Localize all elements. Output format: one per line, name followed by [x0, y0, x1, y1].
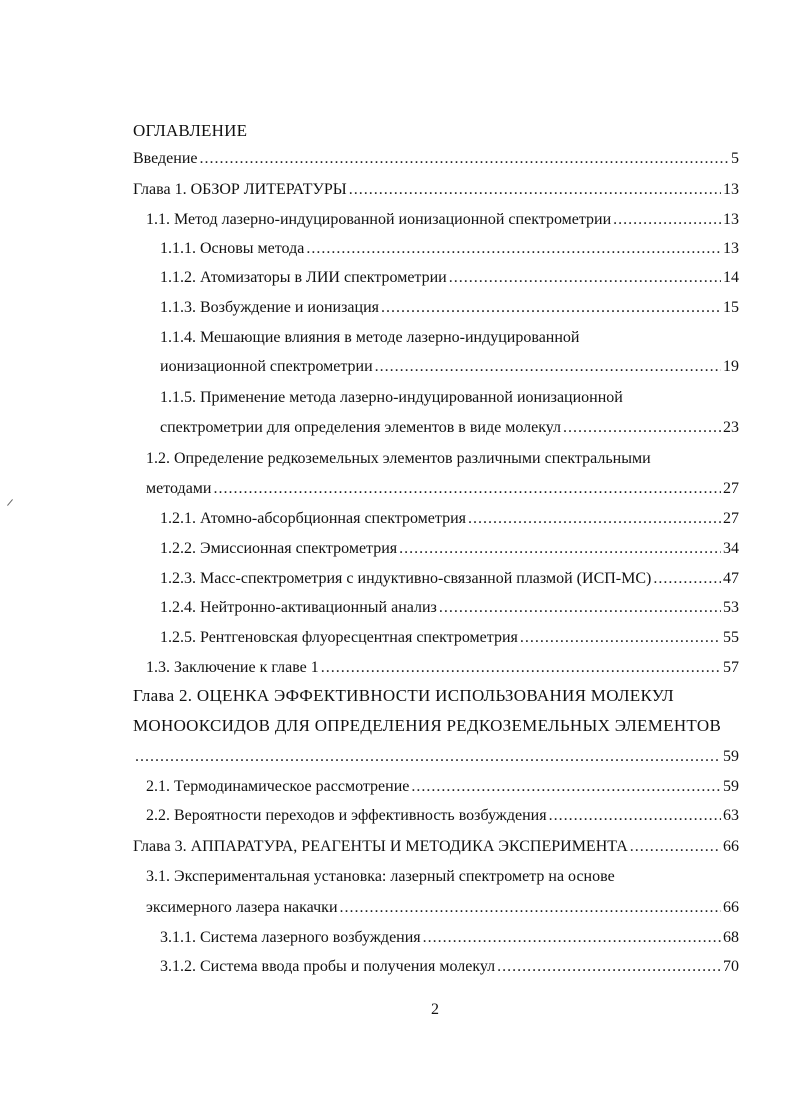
toc-entry-line: 3.1. Экспериментальная установка: лазерный спектрометр на основе — [146, 868, 615, 885]
entry-title: 1.2.4. Нейтронно-активационный анализ — [160, 599, 437, 616]
entry-title: 1.2.5. Рентгеновская флуоресцентная спектрометрия — [160, 629, 518, 646]
toc-entry — [146, 479, 739, 499]
toc-entry-line: 1.2. Определение редкоземельных элементов различными спектральными — [146, 450, 651, 467]
toc-entry — [160, 239, 739, 259]
toc-entry — [160, 268, 739, 288]
dot-leader — [549, 806, 721, 826]
dot-leader — [399, 539, 721, 559]
entry-page: 13 — [723, 181, 739, 198]
entry-title: Введение — [133, 150, 198, 167]
dot-leader — [381, 298, 721, 318]
entry-title: Глава 3. АППАРАТУРА, РЕАГЕНТЫ И МЕТОДИКА ЭКСПЕРИМЕНТА — [133, 838, 628, 855]
toc-entry-line: 1.1.5. Применение метода лазерно-индуцированной ионизационной — [160, 389, 623, 406]
toc-entry — [146, 210, 739, 230]
entry-page: 57 — [723, 659, 739, 676]
toc-entry-line: Глава 2. ОЦЕНКА ЭФФЕКТИВНОСТИ ИСПОЛЬЗОВАНИЯ МОЛЕКУЛ — [133, 686, 675, 705]
toc-entry — [133, 837, 739, 857]
dot-leader — [200, 149, 730, 169]
entry-title: 3.1.2. Система ввода пробы и получения молекул — [160, 958, 496, 975]
entry-page: 59 — [723, 748, 739, 765]
toc-entry — [133, 747, 739, 767]
dot-leader — [630, 837, 721, 857]
entry-page: 13 — [723, 211, 739, 228]
entry-title: 1.3. Заключение к главе 1 — [146, 659, 319, 676]
dot-leader — [468, 509, 721, 529]
dot-leader — [306, 239, 721, 259]
entry-title: ионизационной спектрометрии — [160, 358, 373, 375]
entry-page: 27 — [723, 480, 739, 497]
entry-title: эксимерного лазера накачки — [146, 899, 338, 916]
toc-entry — [160, 539, 739, 559]
entry-title: 1.2.1. Атомно-абсорбционная спектрометрия — [160, 510, 466, 527]
toc-entry — [160, 628, 739, 648]
toc-entry — [133, 180, 739, 200]
entry-title: 1.2.2. Эмиссионная спектрометрия — [160, 540, 398, 557]
entry-page: 15 — [723, 299, 739, 316]
dot-leader — [497, 957, 721, 977]
dot-leader — [439, 598, 721, 618]
toc-entry — [133, 149, 739, 169]
dot-leader — [375, 357, 721, 377]
entry-title: 1.1.1. Основы метода — [160, 240, 305, 257]
entry-page: 47 — [723, 570, 739, 587]
dot-leader — [321, 658, 721, 678]
entry-page: 70 — [723, 958, 739, 975]
dot-leader — [563, 418, 721, 438]
entry-title: 3.1.1. Система лазерного возбуждения — [160, 929, 421, 946]
entry-title: спектрометрии для определения элементов в виде молекул — [160, 419, 562, 436]
toc-entry — [146, 898, 739, 918]
dot-leader — [411, 777, 721, 797]
entry-title: методами — [146, 480, 212, 497]
dot-leader — [213, 479, 721, 499]
toc-entry — [160, 357, 739, 377]
toc-entry-line: 1.1.4. Мешающие влияния в методе лазерно-индуцированной — [160, 329, 580, 346]
toc-entry — [160, 928, 739, 948]
toc-entry — [146, 658, 739, 678]
entry-page: 14 — [723, 269, 739, 286]
dot-leader — [423, 928, 721, 948]
dot-leader — [653, 569, 721, 589]
toc-entry — [160, 957, 739, 977]
dot-leader — [135, 747, 721, 767]
entry-page: 27 — [723, 510, 739, 527]
entry-page: 68 — [723, 929, 739, 946]
dot-leader — [340, 898, 721, 918]
entry-page: 5 — [731, 150, 739, 167]
entry-page: 34 — [723, 540, 739, 557]
entry-page: 19 — [723, 358, 739, 375]
toc-entry — [146, 806, 739, 826]
entry-page: 59 — [723, 778, 739, 795]
entry-page: 63 — [723, 807, 739, 824]
page-number: 2 — [431, 1001, 439, 1018]
entry-page: 13 — [723, 240, 739, 257]
toc-entry — [146, 777, 739, 797]
entry-page: 66 — [723, 838, 739, 855]
toc-entry-line: МОНООКСИДОВ ДЛЯ ОПРЕДЕЛЕНИЯ РЕДКОЗЕМЕЛЬНЫХ ЭЛЕМЕНТОВ — [133, 716, 722, 735]
toc-entry — [160, 598, 739, 618]
dot-leader — [449, 268, 721, 288]
dot-leader — [349, 180, 721, 200]
entry-page: 66 — [723, 899, 739, 916]
scan-mark — [7, 499, 13, 506]
entry-page: 23 — [723, 419, 739, 436]
toc-heading: ОГЛАВЛЕНИЕ — [133, 121, 248, 140]
entry-page: 55 — [723, 629, 739, 646]
entry-title: 1.2.3. Масс-спектрометрия с индуктивно-связанной плазмой (ИСП-МС) — [160, 570, 652, 587]
toc-entry — [160, 509, 739, 529]
toc-entry — [160, 569, 739, 589]
entry-title: 2.2. Вероятности переходов и эффективность возбуждения — [146, 807, 547, 824]
entry-title: Глава 1. ОБЗОР ЛИТЕРАТУРЫ — [133, 181, 347, 198]
dot-leader — [613, 210, 721, 230]
entry-page: 53 — [723, 599, 739, 616]
dot-leader — [520, 628, 721, 648]
entry-title: 2.1. Термодинамическое рассмотрение — [146, 778, 410, 795]
entry-title: 1.1. Метод лазерно-индуцированной ионизационной спектрометрии — [146, 211, 612, 228]
entry-title: 1.1.2. Атомизаторы в ЛИИ спектрометрии — [160, 269, 447, 286]
toc-entry — [160, 418, 739, 438]
toc-entry — [160, 298, 739, 318]
entry-title: 1.1.3. Возбуждение и ионизация — [160, 299, 379, 316]
